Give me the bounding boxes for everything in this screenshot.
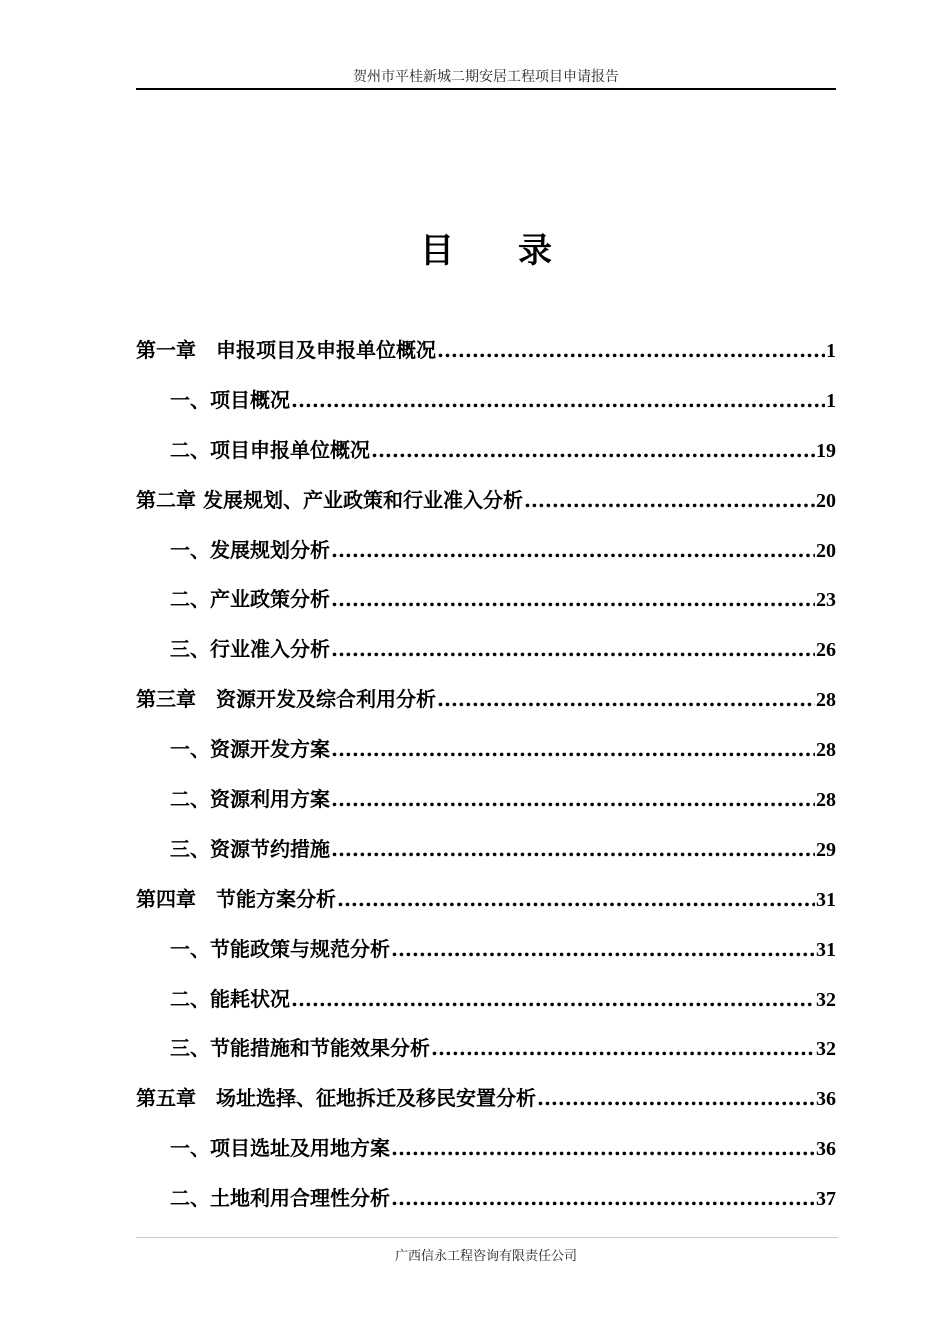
toc-chapter-entry[interactable] xyxy=(136,476,836,526)
toc-page-number: 28 xyxy=(816,739,836,762)
toc-dot-leader xyxy=(371,426,815,476)
toc-section-entry[interactable] xyxy=(136,526,836,576)
toc-dot-leader xyxy=(391,1174,815,1224)
toc-chapter-entry[interactable] xyxy=(136,326,836,376)
toc-page-number: 23 xyxy=(816,589,836,612)
toc-entry-label: 二、能耗状况 xyxy=(170,986,290,1011)
toc-entry-label: 第二章 发展规划、产业政策和行业准入分析 xyxy=(136,487,523,512)
toc-page-number: 29 xyxy=(816,838,836,861)
toc-page-number: 31 xyxy=(816,888,836,911)
toc-dot-leader xyxy=(331,775,815,825)
toc-page-number: 31 xyxy=(816,938,836,961)
toc-section-entry[interactable] xyxy=(136,426,836,476)
toc-chapter-entry[interactable] xyxy=(136,675,836,725)
toc-dot-leader xyxy=(437,675,815,725)
toc-section-entry[interactable] xyxy=(136,775,836,825)
toc-page-number: 32 xyxy=(816,1038,836,1061)
toc-entry-label: 一、项目概况 xyxy=(170,387,290,412)
toc-page-number: 19 xyxy=(816,439,836,462)
toc-dot-leader xyxy=(331,625,815,675)
toc-chapter-entry[interactable] xyxy=(136,1074,836,1124)
toc-dot-leader xyxy=(331,825,815,875)
toc-page-number: 20 xyxy=(816,489,836,512)
toc-dot-leader xyxy=(291,376,825,426)
footer-divider xyxy=(136,1237,838,1238)
toc-dot-leader xyxy=(291,975,815,1025)
toc-list xyxy=(136,326,836,1224)
toc-section-entry[interactable] xyxy=(136,925,836,975)
toc-section-entry[interactable] xyxy=(136,625,836,675)
toc-dot-leader xyxy=(391,1124,815,1174)
toc-page-number: 28 xyxy=(816,689,836,712)
toc-entry-label: 一、发展规划分析 xyxy=(170,537,330,562)
toc-title-char-2: 录 xyxy=(518,231,552,271)
toc-title-char-1: 目 xyxy=(420,231,454,271)
toc-entry-label: 第一章 申报项目及申报单位概况 xyxy=(136,338,436,362)
toc-dot-leader xyxy=(331,725,815,775)
toc-page-number: 37 xyxy=(816,1188,836,1211)
toc-entry-label: 二、产业政策分析 xyxy=(170,587,330,612)
toc-dot-leader xyxy=(437,326,825,376)
toc-page-number: 20 xyxy=(816,539,836,562)
toc-entry-label: 二、项目申报单位概况 xyxy=(170,437,370,462)
toc-entry-label: 三、节能措施和节能效果分析 xyxy=(170,1036,430,1061)
toc-page-number: 26 xyxy=(816,639,836,662)
toc-section-entry[interactable] xyxy=(136,1024,836,1074)
toc-chapter-entry[interactable] xyxy=(136,875,836,925)
toc-dot-leader xyxy=(391,925,815,975)
page-header: 贺州市平桂新城二期安居工程项目申请报告 xyxy=(353,69,619,85)
toc-section-entry[interactable] xyxy=(136,1174,836,1224)
toc-page-number: 1 xyxy=(826,389,836,412)
toc-page-number: 1 xyxy=(826,340,836,362)
toc-page-number: 32 xyxy=(816,988,836,1011)
toc-entry-label: 第四章 节能方案分析 xyxy=(136,886,336,911)
toc-dot-leader xyxy=(331,575,815,625)
page-footer: 广西信永工程咨询有限责任公司 xyxy=(394,1249,577,1264)
toc-dot-leader xyxy=(537,1074,815,1124)
toc-section-entry[interactable] xyxy=(136,376,836,426)
toc-section-entry[interactable] xyxy=(136,825,836,875)
header-divider xyxy=(136,88,836,90)
toc-entry-label: 第三章 资源开发及综合利用分析 xyxy=(136,687,436,712)
toc-entry-label: 二、土地利用合理性分析 xyxy=(170,1186,390,1211)
toc-title xyxy=(136,226,836,276)
toc-dot-leader xyxy=(524,476,815,526)
toc-entry-label: 一、项目选址及用地方案 xyxy=(170,1136,390,1161)
toc-entry-label: 三、资源节约措施 xyxy=(170,836,330,861)
toc-section-entry[interactable] xyxy=(136,725,836,775)
toc-entry-label: 一、资源开发方案 xyxy=(170,737,330,762)
toc-page-number: 36 xyxy=(816,1088,836,1111)
toc-dot-leader xyxy=(337,875,815,925)
toc-dot-leader xyxy=(431,1024,815,1074)
toc-page-number: 36 xyxy=(816,1138,836,1161)
toc-section-entry[interactable] xyxy=(136,975,836,1025)
toc-entry-label: 二、资源利用方案 xyxy=(170,787,330,812)
toc-section-entry[interactable] xyxy=(136,1124,836,1174)
toc-entry-label: 三、行业准入分析 xyxy=(170,637,330,662)
toc-dot-leader xyxy=(331,526,815,576)
toc-entry-label: 一、节能政策与规范分析 xyxy=(170,936,390,961)
toc-entry-label: 第五章 场址选择、征地拆迁及移民安置分析 xyxy=(136,1086,536,1111)
toc-page-number: 28 xyxy=(816,789,836,812)
toc-section-entry[interactable] xyxy=(136,575,836,625)
